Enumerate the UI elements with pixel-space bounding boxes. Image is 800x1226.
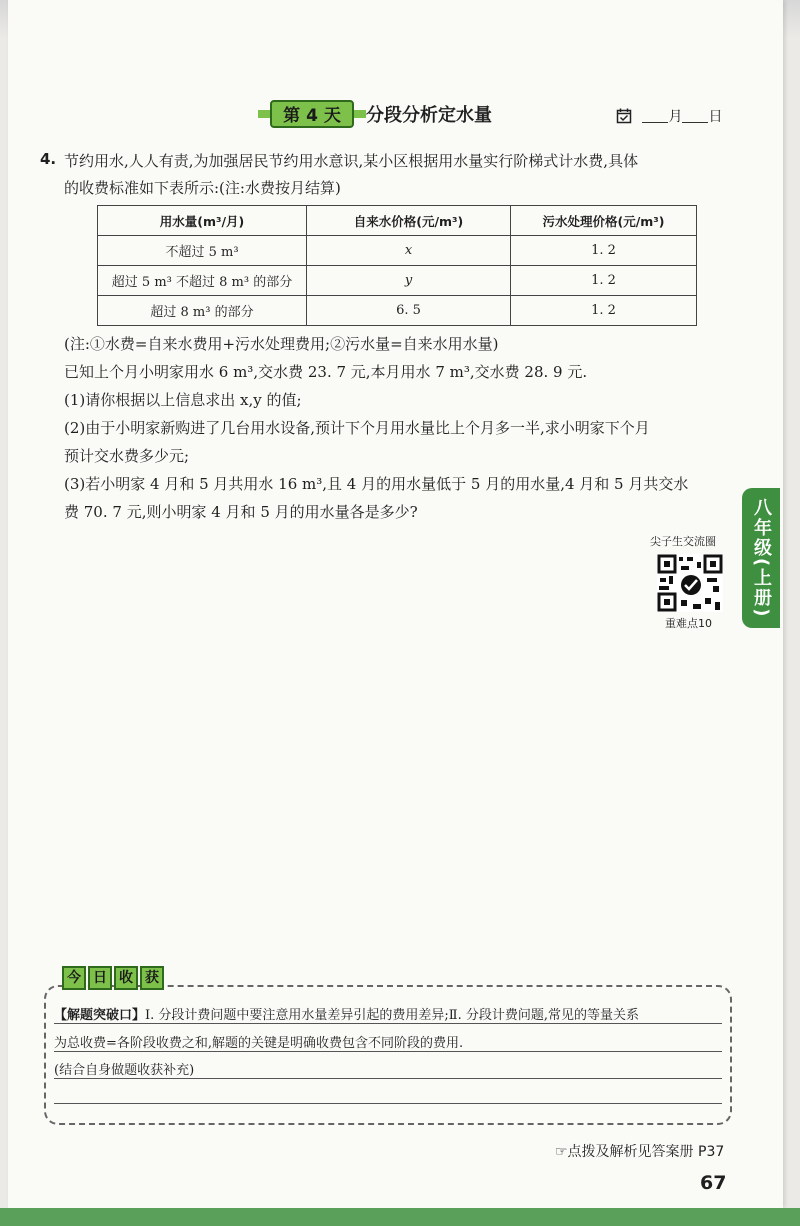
question-note: (注:①水费=自来水费用+污水处理费用;②污水量=自来水用水量) [64,335,499,353]
table-row [98,296,697,326]
table-row [98,266,697,296]
summary-line-2: 为总收费=各阶段收费之和,解题的关键是明确收费包含不同阶段的费用. [54,1036,464,1051]
answer-reference: ☞点拨及解析见答案册 P37 [555,1144,725,1160]
table-header-cell: 自来水价格(元/m³) [307,206,511,236]
question-part-3-line-1: (3)若小明家 4 月和 5 月共用水 16 m³,且 4 月的用水量低于 5 月的用水量,4 月和 5 月共交水 [64,475,689,493]
table-cell: y [307,266,511,296]
summary-title-char: 获 [140,966,164,990]
ruled-line [54,1023,722,1024]
table-cell: x [307,236,511,266]
table-header-cell: 污水处理价格(元/m³) [511,206,697,236]
question-given: 已知上个月小明家用水 6 m³,交水费 23. 7 元,本月用水 7 m³,交水费 28. 9 元. [64,363,588,381]
day-badge: 第 4 天 [270,100,354,128]
question-part-2-line-1: (2)由于小明家新购进了几台用水设备,预计下个月用水量比上个月多一半,求小明家下个月 [64,419,650,437]
month-label: 月 [668,109,683,125]
summary-line-1 [54,1004,639,1023]
question-stem-line-2: 的收费标准如下表所示:(注:水费按月结算) [64,179,341,197]
table-cell: 1. 2 [511,266,697,296]
summary-title-char: 今 [62,966,86,990]
summary-title-char: 收 [114,966,138,990]
month-blank[interactable] [642,108,668,123]
summary-line-1-text: Ⅰ. 分段计费问题中要注意用水量差异引起的费用差异;Ⅱ. 分段计费问题,常见的等量关系 [145,1008,640,1023]
page-title: 分段分析定水量 [366,105,492,126]
ruled-line[interactable] [54,1103,722,1104]
question-number: 4. [40,150,57,168]
qr-bottom-label: 重难点10 [665,617,712,630]
summary-line-3: (结合自身做题收获补充) [54,1063,195,1078]
ruled-line [54,1078,722,1079]
table-header-cell: 用水量(m³/月) [98,206,307,236]
table-cell: 1. 2 [511,236,697,266]
day-blank[interactable] [682,108,708,123]
question-part-3-line-2: 费 70. 7 元,则小明家 4 月和 5 月的用水量各是多少? [64,503,418,521]
qr-code-icon[interactable] [657,554,723,612]
table-row [98,236,697,266]
calendar-check-icon [616,108,632,124]
qr-top-label: 尖子生交流圈 [650,535,716,548]
question-part-1: (1)请你根据以上信息求出 x,y 的值; [64,391,302,409]
table-cell: 1. 2 [511,296,697,326]
question-part-2-line-2: 预计交水费多少元; [64,447,190,465]
grade-side-tab: 八年级(上册) [742,488,780,628]
table-cell: 不超过 5 m³ [98,236,307,266]
table-header-row [98,206,697,236]
ruled-line [54,1051,722,1052]
table-cell: 6. 5 [307,296,511,326]
table-cell: 超过 5 m³ 不超过 8 m³ 的部分 [98,266,307,296]
day-label: 日 [708,109,723,125]
summary-title-char: 日 [88,966,112,990]
price-table [97,205,697,326]
bottom-edge-strip [0,1208,800,1226]
summary-title [62,966,166,990]
question-stem-line-1: 节约用水,人人有责,为加强居民节约用水意识,某小区根据用水量实行阶梯式计水费,具体 [64,152,639,170]
page-number: 67 [700,1172,727,1194]
table-cell: 超过 8 m³ 的部分 [98,296,307,326]
summary-label: 【解题突破口】 [54,1008,146,1023]
date-fill-in [616,106,722,126]
